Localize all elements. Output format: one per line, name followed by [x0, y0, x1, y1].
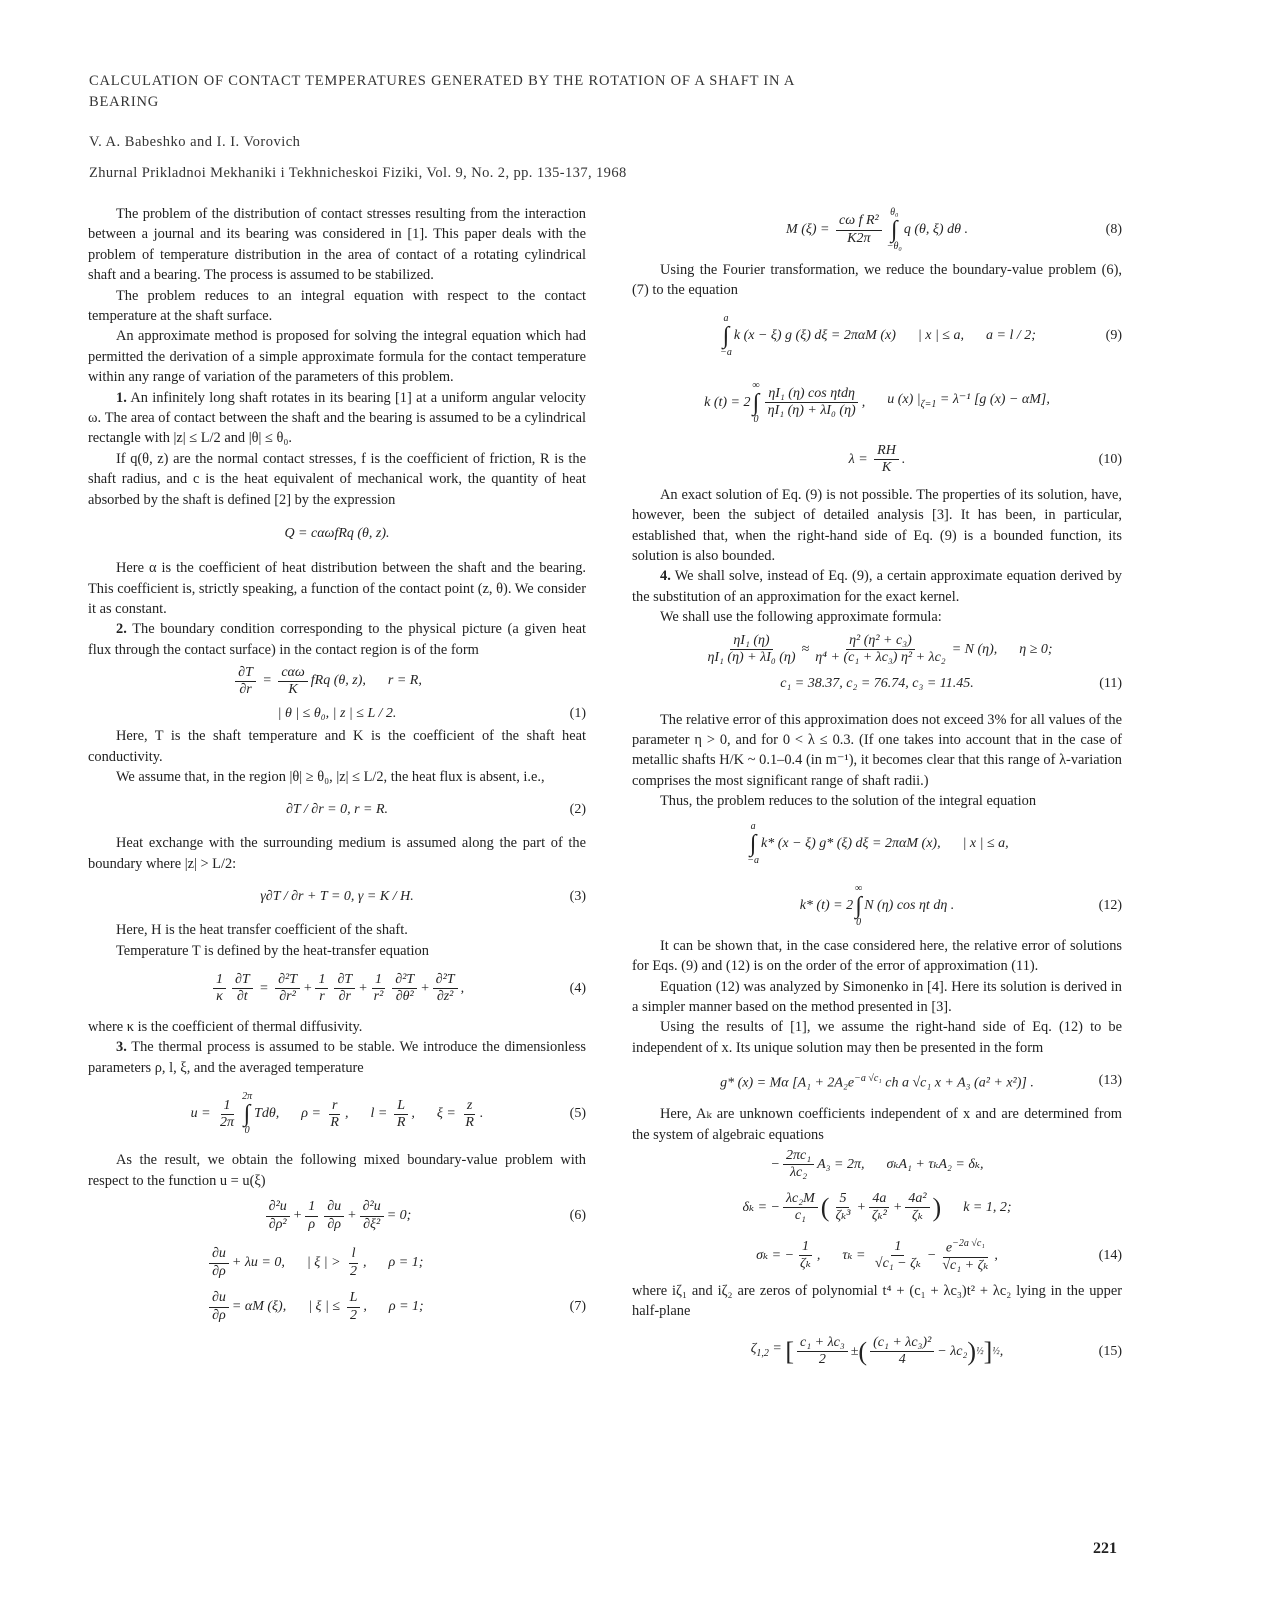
equation-7b: $\frac{\partial u}{\partial\rho}$ = αM (ξ), | ξ | ≤ $\frac{L}{2}$ , ρ = 1; (7) [88, 1285, 586, 1329]
section-number: 4. [660, 568, 671, 585]
equation-number: (11) [1099, 675, 1122, 691]
paragraph: Here α is the coefficient of heat distribution between the shaft and the bearing. This coefficient is, strictly speaking, a function of the contact point (z, θ). We consider it as constant. [88, 560, 586, 617]
paragraph: Here, Aₖ are unknown coefficients independent of x and are determined from the system of algebraic equations [632, 1106, 1122, 1143]
right-column [632, 200, 1122, 1382]
section-number: 2. [116, 621, 127, 638]
equation-number: (15) [1098, 1343, 1122, 1359]
equation-number: (7) [569, 1299, 586, 1314]
paragraph: If q(θ, z) are the normal contact stresses, f is the coefficient of friction, R is the shaft radius, and c is the heat equivalent of mechanical work, the quantity of heat absorbed by the shaft is defined [2] by the expression [88, 450, 586, 508]
paper-authors: V. A. Babeshko and I. I. Vorovich [89, 134, 301, 150]
paragraph: An exact solution of Eq. (9) is not possible. The properties of its solution, have, however, been the subject of detailed analysis [3]. It has been, in particular, established that, when the right-hand side of Eq. (9) is a bounded function, its solution is also bounded. [632, 486, 1122, 565]
equation-number: (13) [1098, 1073, 1122, 1089]
equation-15: $\zeta_{1,2}$ = [ $\frac{\text{c₁ + λc₃}}{2}$ ± ( $\frac{\text{(c₁ + λc₃)²}}{4}$ − λc₂ ) ½ ] ½ , (15) [750, 1335, 1122, 1368]
equation-number: (3) [569, 889, 586, 905]
equation-12a: a ∫ −a k* (x − ξ) g* (ξ) dξ = 2παM (x), | x | ≤ a, [747, 820, 1009, 866]
equation-text: Q = cαωfRq (θ, z). [284, 526, 390, 542]
equation-10a: k (t) = 2 ∞ ∫ 0 $\frac{\text{ηI₁ (η) cos ηtdη}}{\text{ηI₁ (η) + λI₀ (η)}}$ , u (x) $|_{\zeta=1} = \lambda^{-1}$ [g (x) − αM], [704, 379, 1050, 425]
paragraph: Using the results of [1], we assume the right-hand side of Eq. (12) to be independent of x. Its unique solution may then be presented in the form [632, 1019, 1122, 1056]
paragraph-text: An infinitely long shaft rotates in its bearing [1] at a uniform angular velocity ω. The area of contact between the shaft and the bearing is assumed to be a cylindrical rectangle with |z| ≤ L/2 and |θ| ≤ θ₀. [88, 389, 586, 447]
paragraph: where κ is the coefficient of thermal diffusivity. [88, 1018, 363, 1035]
equation-number: (2) [569, 802, 586, 818]
paragraph: It can be shown that, in the case considered here, the relative error of solutions for Eqs. (9) and (12) is on the order of the error of approximation (11). [632, 937, 1122, 975]
equation-number: (4) [569, 980, 586, 996]
equation-5: u = $\frac{1}{2\pi}$ 2π ∫ 0 Tdθ, ρ = $\frac{r}{R}$ , l = $\frac{L}{R}$ , ξ = $\frac{z}{R}$ . (5) [190, 1091, 586, 1137]
equation-2: ∂T / ∂r = 0, r = R. (2) [88, 787, 586, 833]
paragraph: Thus, the problem reduces to the solution of the integral equation [660, 793, 1037, 810]
equation-14c: σₖ = − $\frac{1}{\text{ζₖ}}$ , τₖ = $\frac{1}{\text{√c₁ − ζₖ}}$ − $\frac{e^{-2a √c_1}}{\text{√c₁ + ζₖ}}$ , (14) [756, 1238, 1122, 1273]
paragraph [88, 388, 586, 449]
section-number: 3. [116, 1039, 127, 1056]
paragraph: Heat exchange with the surrounding medium is assumed along the part of the boundary where |z| > L/2: [88, 835, 586, 872]
equation-q [88, 510, 586, 558]
paragraph: The problem of the distribution of contact stresses resulting from the interaction between a journal and its bearing was considered in [1]. This paper deals with the problem of temperature distribution in the area of contact of a rotating cylindrical shaft and a bearing. The process is assumed to be stabilized. [88, 206, 586, 284]
fraction: $\frac{\partial T}{\partial r}$ [235, 665, 256, 698]
equation-14b: δₖ = − $\frac{\text{λc₂M}}{\text{c₁}}$ ( $\frac{5}{\text{ζₖ³}}$ + $\frac{4a}{\text{ζₖ²}}$ + $\frac{\text{4a²}}{\text{ζₖ}}$ ) k = 1, 2; [742, 1191, 1012, 1224]
paragraph: An approximate method is proposed for solving the integral equation which had permitted the derivation of a simple approximate formula for the contact temperature within any range of variation of the parameters of this problem. [88, 328, 586, 386]
equation-number: (5) [569, 1106, 586, 1122]
equation-6: $\frac{\text{∂²u}}{\text{∂ρ²}}$ + $\frac{1}{\rho}$ $\frac{\partial u}{\partial\rho}$ + $\frac{\text{∂²u}}{\text{∂ξ²}}$ = 0; (6) [88, 1191, 586, 1241]
equation-number: (9) [1105, 327, 1122, 343]
paragraph [88, 619, 586, 660]
equation-number: (12) [1098, 897, 1122, 913]
paper-title: CALCULATION OF CONTACT TEMPERATURES GENERATED BY THE ROTATION OF A SHAFT IN A BEARING [89, 73, 795, 110]
equation-11b: c₁ = 38.37, c₂ = 76.74, c₃ = 11.45. (11) [632, 672, 1122, 696]
paragraph: The relative error of this approximation does not exceed 3% for all values of the parameter η > 0, and for 0 < λ ≤ 0.3. (If one takes into account that in the case of metallic shafts H/K ~ 0.1–0.4 (in m⁻¹), it becomes clear that this range of λ-variation comprises the most significant range of shaft radii.) [632, 711, 1122, 789]
paragraph: Here, T is the shaft temperature and K is the coefficient of the shaft heat conductivity. [88, 728, 586, 765]
equation-1-cont: | θ | ≤ θ₀, | z | ≤ L / 2. (1) [88, 702, 586, 726]
equation-4: $\frac{1}{\kappa}$ $\frac{\partial T}{\partial t}$ = $\frac{\text{∂²T}}{\text{∂r²}}$ + $\frac{1}{r}$ $\frac{\partial T}{\partial r}$ + $\frac{1}{\text{r²}}$ $\frac{\text{∂²T}}{\text{∂θ²}}$ + $\frac{\text{∂²T}}{\text{∂z²}}$ , (4) [88, 961, 586, 1017]
paragraph-text: The thermal process is assumed to be stable. We introduce the dimensionless parameters ρ, l, ξ, and the averaged temperature [88, 1039, 586, 1076]
paragraph: We assume that, in the region |θ| ≥ θ₀, |z| ≤ L/2, the heat flux is absent, i.e., [116, 768, 545, 785]
paragraph: Equation (12) was analyzed by Simonenko in [4]. Here its solution is derived in a simpler manner based on the method presented in [3]. [632, 978, 1122, 1015]
paragraph [632, 566, 1122, 607]
paragraph [88, 1037, 586, 1078]
equation-10b: λ = $\frac{RH}{K}$ . (10) [848, 443, 1122, 476]
equation-7a: $\frac{\partial u}{\partial\rho}$ + λu = 0, | ξ | > $\frac{l}{2}$ , ρ = 1; [88, 1241, 586, 1285]
paragraph: Temperature T is defined by the heat-transfer equation [116, 942, 429, 959]
journal-reference: Zhurnal Prikladnoi Mekhaniki i Tekhnicheskoi Fiziki, Vol. 9, No. 2, pp. 135-137, 1968 [89, 165, 627, 181]
equation-3: γ∂T / ∂r + T = 0, γ = K / H. (3) [88, 874, 586, 920]
equation-12b: k* (t) = 2 ∞ ∫ 0 N (η) cos ηt dη . (12) [799, 882, 1122, 928]
equation-number: (1) [569, 706, 586, 722]
left-column [88, 204, 586, 1329]
equation-1: $\frac{\partial T}{\partial r}$ = $\frac{\text{cαω}}{K}$ fRq (θ, z), r = R, [68, 660, 586, 702]
equation-number: (10) [1098, 451, 1122, 467]
equation-14a: − $\frac{\text{2πc₁}}{\text{λc₂}}$ A₃ = 2π, σₖA₁ + τₖA₂ = δₖ, [770, 1148, 984, 1181]
paragraph: Using the Fourier transformation, we reduce the boundary-value problem (6), (7) to the equation [632, 262, 1122, 299]
paragraph: We shall use the following approximate formula: [660, 609, 942, 626]
equation-number: (6) [569, 1208, 586, 1223]
paragraph: Here, H is the heat transfer coefficient of the shaft. [116, 922, 408, 939]
page-number: 221 [1093, 1540, 1117, 1557]
equation-number: (8) [1105, 222, 1122, 237]
equation-11a: $\frac{\text{ηI₁ (η)}}{\text{ηI₁ (η) + λI₀ (η)}}$ ≈ $\frac{\text{η² (η² + c₃)}}{\text{η⁴ + (c₁ + λc₃) η² + λc₂}}$ = N (η), η ≥ 0; [707, 633, 1053, 666]
fraction: $\frac{\text{cαω}}{K}$ [278, 665, 307, 698]
section-number: 1. [116, 389, 127, 406]
equation-13: g* (x) = Mα [$A_1 + 2A_2e^{-a √c_1}$ ch a √c₁ x + A₃ (a² + x²)] . (13) [720, 1072, 1122, 1091]
paragraph-text: The boundary condition corresponding to the physical picture (a given heat flux through the contact surface) in the contact region is of the form [88, 621, 586, 658]
equation-number: (14) [1098, 1247, 1122, 1263]
equation-8: M (ξ) = $\frac{\text{cω f R²}}{K2\pi}$ θ₀ ∫ −θ₀ q (θ, ξ) dθ . (8) [786, 207, 1122, 252]
equation-9: a ∫ −a k (x − ξ) g (ξ) dξ = 2παM (x) | x | ≤ a, a = l / 2; (9) [720, 312, 1122, 358]
paragraph-text: We shall solve, instead of Eq. (9), a certain approximate equation derived by the substitution of an approximation for the exact kernel. [632, 568, 1123, 605]
paragraph: As the result, we obtain the following mixed boundary-value problem with respect to the function u = u(ξ) [88, 1152, 586, 1189]
paragraph: The problem reduces to an integral equation with respect to the contact temperature at the shaft surface. [88, 287, 586, 325]
paragraph: where iζ₁ and iζ₂ are zeros of polynomial t⁴ + (c₁ + λc₃)t² + λc₂ lying in the upper half-plane [632, 1282, 1122, 1320]
